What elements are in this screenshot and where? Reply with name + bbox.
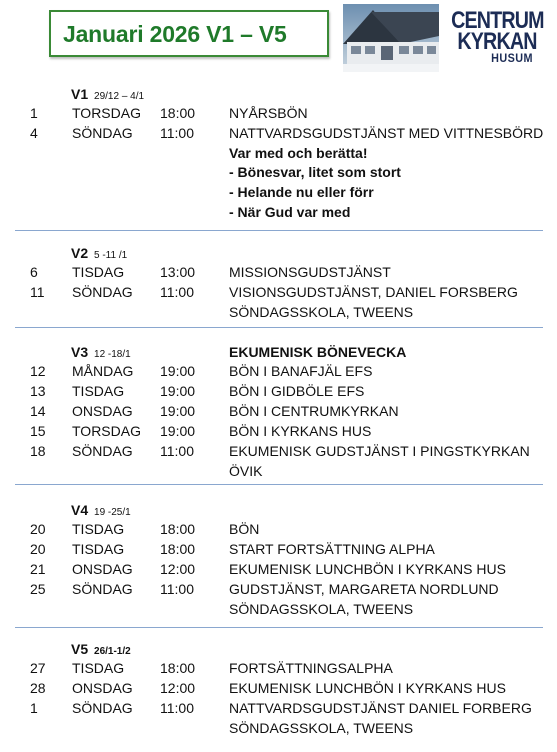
schedule-row: 28 ONSDAG 12:00 EKUMENISK LUNCHBÖN I KYRKANS HUS <box>30 680 506 696</box>
schedule-row: SÖNDAGSSKOLA, TWEENS <box>229 720 414 736</box>
schedule-row: 4 SÖNDAG 11:00 NATTVARDSGUDSTJÄNST MED VITTNESBÖRD <box>30 125 544 141</box>
event-note: - När Gud var med <box>229 204 351 220</box>
schedule-row: 14 ONSDAG 19:00 BÖN I CENTRUMKYRKAN <box>30 403 399 419</box>
title-box <box>49 10 329 57</box>
week-divider <box>15 230 543 231</box>
schedule-row: 13 TISDAG 19:00 BÖN I GIDBÖLE EFS <box>30 383 365 399</box>
logo-line-2: KYRKAN <box>457 28 537 55</box>
schedule-row: 25 SÖNDAG 11:00 GUDSTJÄNST, MARGARETA NORDLUND <box>30 581 499 597</box>
logo-line-1: CENTRUM <box>451 7 544 34</box>
week-header-v1: V1 29/12 – 4/1 <box>71 86 145 102</box>
schedule-row: 20 TISDAG 18:00 START FORTSÄTTNING ALPHA <box>30 541 435 557</box>
church-photo <box>343 4 439 72</box>
schedule-row: SÖNDAGSSKOLA, TWEENS <box>229 304 414 320</box>
schedule-row: 21 ONSDAG 12:00 EKUMENISK LUNCHBÖN I KYRKANS HUS <box>30 561 506 577</box>
schedule-row: 15 TORSDAG 19:00 BÖN I KYRKANS HUS <box>30 423 372 439</box>
schedule-row: 27 TISDAG 18:00 FORTSÄTTNINGSALPHA <box>30 660 393 676</box>
schedule-row: 18 SÖNDAG 11:00 EKUMENISK GUDSTJÄNST I PINGSTKYRKAN <box>30 443 530 459</box>
week-divider <box>15 484 543 485</box>
week-divider <box>15 327 543 328</box>
schedule-row: 6 TISDAG 13:00 MISSIONSGUDSTJÄNST <box>30 264 391 280</box>
week-divider <box>15 627 543 628</box>
week-header-v4: V4 19 -25/1 <box>71 502 131 518</box>
week-header-v2: V2 5 -11 /1 <box>71 245 128 261</box>
schedule-row: 1 SÖNDAG 11:00 NATTVARDSGUDSTJÄNST DANIEL FORBERG <box>30 700 532 716</box>
page-title: Januari 2026 V1 – V5 <box>63 21 287 47</box>
week-heading: EKUMENISK BÖNEVECKA <box>229 344 407 360</box>
logo-line-3: HUSUM <box>491 51 533 65</box>
event-note: - Helande nu eller förr <box>229 184 374 200</box>
schedule-row: 12 MÅNDAG 19:00 BÖN I BANAFJÄL EFS <box>30 363 373 379</box>
event-note: - Bönesvar, litet som stort <box>229 164 401 180</box>
week-header-v3: V3 12 -18/1 <box>71 344 131 360</box>
schedule-row: SÖNDAGSSKOLA, TWEENS <box>229 601 414 617</box>
schedule-row: 11 SÖNDAG 11:00 VISIONSGUDSTJÄNST, DANIEL FORSBERG <box>30 284 518 300</box>
schedule-row: ÖVIK <box>229 463 263 479</box>
centrumkyrkan-logo <box>441 7 553 76</box>
schedule-row: 20 TISDAG 18:00 BÖN <box>30 521 260 537</box>
event-note: Var med och berätta! <box>229 145 368 161</box>
week-header-v5: V5 26/1-1/2 <box>71 641 131 657</box>
schedule-row: 1 TORSDAG 18:00 NYÅRSBÖN <box>30 105 308 121</box>
